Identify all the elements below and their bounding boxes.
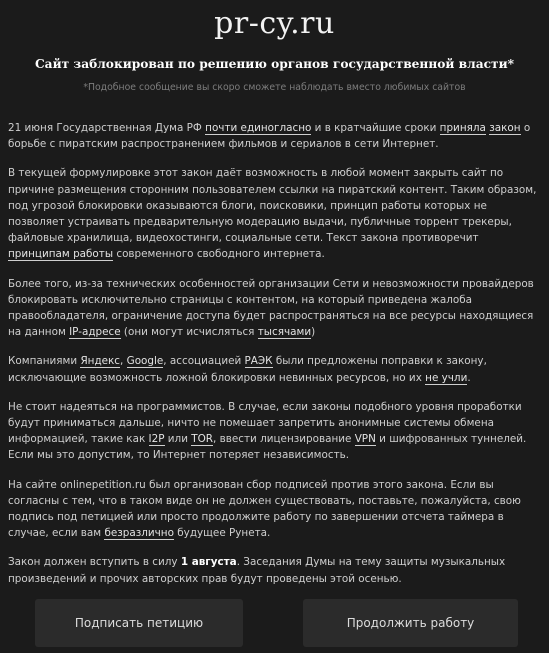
- link-ip-address[interactable]: IP-адресе: [69, 326, 121, 339]
- link-principles[interactable]: принципам работы: [8, 248, 114, 261]
- article-body: [8, 120, 540, 587]
- sign-petition-button[interactable]: Подписать петицию: [35, 599, 243, 647]
- paragraph-7: Закон должен вступить в силу 1 августа. Заседания Думы на тему защиты музыкальных произведений и прочих авторских прав будут проведены этой осенью.: [8, 556, 506, 585]
- link-indifferent[interactable]: безразлично: [104, 527, 174, 540]
- paragraph-4: Компаниями Яндекс, Google, ассоциацией РАЭК были предложены поправки к закону, исключающие возможность ложной блокировки невинных ресурсов, но их не учли.: [8, 355, 487, 384]
- link-almost-unanimously[interactable]: почти единогласно: [205, 122, 312, 134]
- paragraph-2: В текущей формулировке этот закон даёт возможность в любой момент закрыть сайт по причине размещения сторонним пользователем ссылки на пиратский контент. Таким образом, под угрозой блокировки оказываются блоги, поисковики, принцип работы которых не позволяет устраивать предварительную модерацию выдачи, публичные торрент трекеры, файловые хранилища, видеохостинги, социальные сети. Текст закона противоречит принципам работы современного свободного интернета.: [8, 167, 537, 261]
- paragraph-3: Более того, из-за технических особенностей организации Сети и невозможности провайдеров блокировать исключительно страницы с контентом, на который приведена жалоба правообладателя, ограничение доступа будет распространяться на все ресурсы находящиеся на данном IP-адресе (они могут исчисляться тысячами): [8, 277, 534, 339]
- paragraph-5: Не стоит надеяться на программистов. В случае, если законы подобного уровня проработки будут приниматься дальше, ничто не помешает запретить анонимные системы обмена информацией, такие как I2P или TOR, ввести лицензирование VPN и шифрованных туннелей. Если мы это допустим, то Интернет потеряет независимость.: [8, 400, 527, 462]
- footnote-subline: *Подобное сообщение вы скоро сможете наблюдать вместо любимых сайтов: [83, 82, 466, 93]
- link-yandex[interactable]: Яндекс: [80, 355, 121, 368]
- link-adopted[interactable]: приняла: [439, 122, 486, 134]
- link-i2p[interactable]: I2P: [148, 433, 165, 446]
- link-vpn[interactable]: VPN: [354, 433, 376, 446]
- effective-date: 1 августа: [180, 556, 237, 569]
- link-raec[interactable]: РАЭК: [244, 355, 273, 368]
- link-google[interactable]: Google: [126, 355, 164, 368]
- link-not-considered[interactable]: не учли: [425, 371, 468, 384]
- site-logo: pr-cy.ru: [214, 6, 335, 41]
- paragraph-1: 21 июня Государственная Дума РФ почти единогласно и в кратчайшие сроки приняла закон о борьбе с пиратским распространением фильмов и сериалов в сети Интернет.: [8, 122, 531, 151]
- link-thousands[interactable]: тысячами: [257, 326, 312, 339]
- continue-work-button[interactable]: Продолжить работу: [303, 599, 518, 647]
- block-headline: Сайт заблокирован по решению органов государственной власти*: [34, 57, 515, 71]
- paragraph-6: На сайте onlinepetition.ru был организован сбор подписей против этого закона. Если вы согласны с тем, что в таком виде он не должен существовать, поставьте, пожалуйста, свою подпись под петицией или просто продолжите работу по завершении отсчета таймера в случае, если вам безразлично будущее Рунета.: [8, 478, 521, 540]
- link-law[interactable]: закон: [489, 122, 521, 134]
- link-tor[interactable]: TOR: [191, 433, 214, 446]
